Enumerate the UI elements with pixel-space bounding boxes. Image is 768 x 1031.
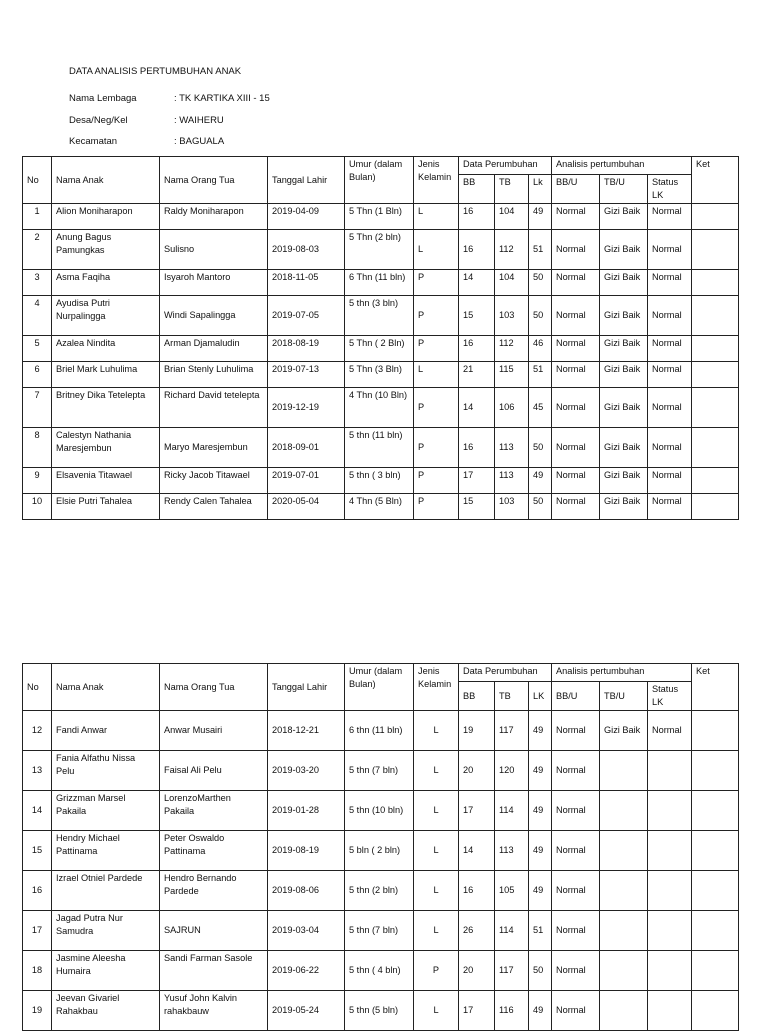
cell-tb: 104	[495, 270, 529, 296]
cell-no: 2	[23, 230, 52, 270]
cell-umur: 5 thn (11 bln)	[345, 428, 414, 468]
cell-lk: 49	[529, 711, 552, 751]
cell-no: 1	[23, 204, 52, 230]
cell-tb: 105	[495, 871, 529, 911]
cell-nama-anak: Alion Moniharapon	[52, 204, 160, 230]
cell-jenis-kelamin: L	[414, 991, 459, 1031]
cell-ket	[692, 428, 739, 468]
table-row	[23, 831, 739, 871]
cell-status-lk: Normal	[648, 388, 692, 428]
cell-bb: 14	[459, 270, 495, 296]
cell-tbu: Gizi Baik	[600, 711, 648, 751]
cell-tbu: Gizi Baik	[600, 230, 648, 270]
cell-nama-anak: Briel Mark Luhulima	[52, 362, 160, 388]
header-jenis-kelamin: Jenis Kelamin	[414, 157, 459, 204]
cell-nama-orang-tua: Sandi Farman Sasole	[160, 951, 268, 991]
cell-tbu	[600, 951, 648, 991]
cell-lk: 45	[529, 388, 552, 428]
cell-no: 10	[23, 494, 52, 520]
table-row	[23, 230, 739, 270]
cell-tbu	[600, 791, 648, 831]
cell-no: 14	[23, 791, 52, 831]
cell-lk: 49	[529, 871, 552, 911]
cell-lk: 49	[529, 991, 552, 1031]
cell-umur: 4 Thn (10 Bln)	[345, 388, 414, 428]
header-no: No	[23, 664, 52, 711]
cell-umur: 4 Thn (5 Bln)	[345, 494, 414, 520]
cell-nama-orang-tua: Faisal Ali Pelu	[160, 751, 268, 791]
cell-nama-orang-tua: Raldy Moniharapon	[160, 204, 268, 230]
info-value: : WAIHERU	[174, 115, 224, 126]
cell-status-lk: Normal	[648, 336, 692, 362]
header-jenis-kelamin: Jenis Kelamin	[414, 664, 459, 711]
header-nama-orang-tua: Nama Orang Tua	[160, 664, 268, 711]
cell-no: 4	[23, 296, 52, 336]
cell-jenis-kelamin: L	[414, 791, 459, 831]
header-lk: Lk	[529, 175, 552, 204]
header-data-pertumbuhan: Data Perumbuhan	[459, 157, 552, 175]
cell-lk: 51	[529, 230, 552, 270]
header-nama-orang-tua: Nama Orang Tua	[160, 157, 268, 204]
cell-bb: 14	[459, 831, 495, 871]
cell-nama-anak: Hendry Michael Pattinama	[52, 831, 160, 871]
cell-ket	[692, 751, 739, 791]
cell-jenis-kelamin: L	[414, 230, 459, 270]
cell-bbu: Normal	[552, 230, 600, 270]
cell-lk: 50	[529, 951, 552, 991]
info-label: Kecamatan	[69, 136, 118, 147]
cell-jenis-kelamin: P	[414, 296, 459, 336]
cell-jenis-kelamin: L	[414, 711, 459, 751]
cell-umur: 5 thn (3 bln)	[345, 296, 414, 336]
cell-umur: 5 Thn (2 bln)	[345, 230, 414, 270]
cell-ket	[692, 230, 739, 270]
cell-bbu: Normal	[552, 336, 600, 362]
header-tanggal-lahir: Tanggal Lahir	[268, 157, 345, 204]
cell-nama-orang-tua: Ricky Jacob Titawael	[160, 468, 268, 494]
table-row	[23, 468, 739, 494]
cell-nama-anak: Elsavenia Titawael	[52, 468, 160, 494]
cell-tanggal-lahir: 2020-05-04	[268, 494, 345, 520]
cell-tb: 106	[495, 388, 529, 428]
header-tb: TB	[495, 175, 529, 204]
cell-jenis-kelamin: P	[414, 428, 459, 468]
header-tanggal-lahir: Tanggal Lahir	[268, 664, 345, 711]
cell-umur: 5 Thn ( 2 Bln)	[345, 336, 414, 362]
cell-lk: 50	[529, 494, 552, 520]
cell-bb: 17	[459, 468, 495, 494]
cell-tanggal-lahir: 2019-08-03	[268, 230, 345, 270]
cell-bbu: Normal	[552, 871, 600, 911]
header-bb: BB	[459, 682, 495, 711]
cell-nama-anak: Izrael Otniel Pardede	[52, 871, 160, 911]
info-label: Nama Lembaga	[69, 93, 137, 104]
cell-tanggal-lahir: 2019-05-24	[268, 991, 345, 1031]
cell-status-lk: Normal	[648, 230, 692, 270]
cell-status-lk: Normal	[648, 362, 692, 388]
table-row	[23, 791, 739, 831]
cell-bb: 17	[459, 991, 495, 1031]
cell-jenis-kelamin: P	[414, 270, 459, 296]
cell-tbu: Gizi Baik	[600, 204, 648, 230]
cell-bbu: Normal	[552, 494, 600, 520]
header-tbu: TB/U	[600, 682, 648, 711]
table-body-1	[23, 204, 739, 520]
header-status-lk: Status LK	[648, 682, 692, 711]
cell-ket	[692, 791, 739, 831]
cell-nama-anak: Jagad Putra Nur Samudra	[52, 911, 160, 951]
cell-no: 12	[23, 711, 52, 751]
cell-bbu: Normal	[552, 911, 600, 951]
table-row	[23, 428, 739, 468]
cell-jenis-kelamin: L	[414, 204, 459, 230]
cell-nama-orang-tua: Rendy Calen Tahalea	[160, 494, 268, 520]
cell-bb: 17	[459, 791, 495, 831]
cell-tb: 114	[495, 911, 529, 951]
table-row	[23, 270, 739, 296]
table-row	[23, 991, 739, 1031]
cell-nama-anak: Jasmine Aleesha Humaira	[52, 951, 160, 991]
cell-ket	[692, 871, 739, 911]
header-tbu: TB/U	[600, 175, 648, 204]
cell-nama-orang-tua: Hendro Bernando Pardede	[160, 871, 268, 911]
cell-ket	[692, 494, 739, 520]
cell-no: 15	[23, 831, 52, 871]
cell-ket	[692, 336, 739, 362]
cell-bb: 16	[459, 204, 495, 230]
cell-bbu: Normal	[552, 831, 600, 871]
cell-nama-orang-tua: Brian Stenly Luhulima	[160, 362, 268, 388]
cell-tanggal-lahir: 2018-09-01	[268, 428, 345, 468]
cell-nama-anak: Anung Bagus Pamungkas	[52, 230, 160, 270]
cell-ket	[692, 362, 739, 388]
cell-bbu: Normal	[552, 388, 600, 428]
cell-nama-orang-tua: Sulisno	[160, 230, 268, 270]
cell-nama-orang-tua: SAJRUN	[160, 911, 268, 951]
cell-nama-orang-tua: Anwar Musairi	[160, 711, 268, 751]
cell-nama-anak: Grizzman Marsel Pakaila	[52, 791, 160, 831]
cell-jenis-kelamin: L	[414, 831, 459, 871]
cell-bb: 26	[459, 911, 495, 951]
cell-bbu: Normal	[552, 711, 600, 751]
cell-status-lk	[648, 871, 692, 911]
header-bb: BB	[459, 175, 495, 204]
table-row	[23, 388, 739, 428]
cell-status-lk: Normal	[648, 270, 692, 296]
cell-tb: 113	[495, 831, 529, 871]
cell-bb: 15	[459, 296, 495, 336]
header-umur: Umur (dalam Bulan)	[345, 157, 414, 204]
cell-jenis-kelamin: L	[414, 751, 459, 791]
cell-ket	[692, 296, 739, 336]
cell-nama-anak: Azalea Nindita	[52, 336, 160, 362]
cell-lk: 46	[529, 336, 552, 362]
cell-tanggal-lahir: 2019-12-19	[268, 388, 345, 428]
table-body-2	[23, 711, 739, 1031]
cell-nama-orang-tua: Peter Oswaldo Pattinama	[160, 831, 268, 871]
cell-lk: 50	[529, 270, 552, 296]
cell-tb: 114	[495, 791, 529, 831]
cell-tbu	[600, 831, 648, 871]
cell-nama-anak: Fania Alfathu Nissa Pelu	[52, 751, 160, 791]
cell-tbu: Gizi Baik	[600, 428, 648, 468]
cell-status-lk: Normal	[648, 468, 692, 494]
cell-no: 3	[23, 270, 52, 296]
cell-tanggal-lahir: 2019-04-09	[268, 204, 345, 230]
cell-ket	[692, 991, 739, 1031]
cell-lk: 49	[529, 204, 552, 230]
cell-tanggal-lahir: 2019-03-04	[268, 911, 345, 951]
cell-no: 19	[23, 991, 52, 1031]
cell-tanggal-lahir: 2019-01-28	[268, 791, 345, 831]
cell-tb: 104	[495, 204, 529, 230]
cell-lk: 51	[529, 911, 552, 951]
cell-bbu: Normal	[552, 296, 600, 336]
cell-no: 6	[23, 362, 52, 388]
cell-status-lk: Normal	[648, 204, 692, 230]
cell-jenis-kelamin: P	[414, 336, 459, 362]
header-analisis: Analisis pertumbuhan	[552, 157, 692, 175]
cell-no: 17	[23, 911, 52, 951]
cell-tanggal-lahir: 2019-07-13	[268, 362, 345, 388]
cell-bb: 20	[459, 751, 495, 791]
cell-lk: 51	[529, 362, 552, 388]
cell-tb: 116	[495, 991, 529, 1031]
cell-status-lk	[648, 751, 692, 791]
cell-tb: 103	[495, 296, 529, 336]
cell-status-lk	[648, 991, 692, 1031]
cell-tanggal-lahir: 2018-08-19	[268, 336, 345, 362]
table-row	[23, 911, 739, 951]
cell-tanggal-lahir: 2018-11-05	[268, 270, 345, 296]
cell-umur: 5 thn (10 bln)	[345, 791, 414, 831]
cell-nama-anak: Calestyn Nathania Maresjembun	[52, 428, 160, 468]
header-umur: Umur (dalam Bulan)	[345, 664, 414, 711]
cell-umur: 5 Thn (3 Bln)	[345, 362, 414, 388]
cell-bbu: Normal	[552, 362, 600, 388]
table-row	[23, 951, 739, 991]
info-label: Desa/Neg/Kel	[69, 115, 128, 126]
cell-ket	[692, 831, 739, 871]
table-row	[23, 296, 739, 336]
cell-status-lk	[648, 951, 692, 991]
table-row	[23, 751, 739, 791]
cell-tanggal-lahir: 2019-07-01	[268, 468, 345, 494]
cell-ket	[692, 204, 739, 230]
cell-ket	[692, 911, 739, 951]
cell-bb: 20	[459, 951, 495, 991]
table-row	[23, 494, 739, 520]
cell-tb: 103	[495, 494, 529, 520]
cell-jenis-kelamin: L	[414, 911, 459, 951]
cell-bbu: Normal	[552, 991, 600, 1031]
cell-tanggal-lahir: 2018-12-21	[268, 711, 345, 751]
cell-tbu: Gizi Baik	[600, 336, 648, 362]
header-tb: TB	[495, 682, 529, 711]
cell-bb: 19	[459, 711, 495, 751]
cell-ket	[692, 711, 739, 751]
cell-no: 13	[23, 751, 52, 791]
cell-tbu: Gizi Baik	[600, 388, 648, 428]
cell-tb: 115	[495, 362, 529, 388]
cell-jenis-kelamin: L	[414, 871, 459, 911]
info-value: : BAGUALA	[174, 136, 225, 147]
table-row	[23, 204, 739, 230]
cell-nama-anak: Ayudisa Putri Nurpalingga	[52, 296, 160, 336]
cell-tb: 113	[495, 468, 529, 494]
header-data-pertumbuhan: Data Perumbuhan	[459, 664, 552, 682]
cell-ket	[692, 270, 739, 296]
cell-umur: 5 thn (5 bln)	[345, 991, 414, 1031]
cell-lk: 49	[529, 751, 552, 791]
cell-umur: 5 thn (7 bln)	[345, 751, 414, 791]
growth-table-1	[22, 156, 739, 520]
cell-bb: 15	[459, 494, 495, 520]
cell-tbu	[600, 911, 648, 951]
cell-jenis-kelamin: L	[414, 362, 459, 388]
cell-nama-orang-tua: Yusuf John Kalvin rahakbauw	[160, 991, 268, 1031]
cell-tbu	[600, 991, 648, 1031]
cell-status-lk: Normal	[648, 494, 692, 520]
cell-bbu: Normal	[552, 751, 600, 791]
cell-nama-anak: Elsie Putri Tahalea	[52, 494, 160, 520]
header-ket: Ket	[692, 664, 739, 711]
table-row	[23, 711, 739, 751]
cell-umur: 6 Thn (11 bln)	[345, 270, 414, 296]
cell-jenis-kelamin: P	[414, 388, 459, 428]
cell-bbu: Normal	[552, 951, 600, 991]
cell-no: 8	[23, 428, 52, 468]
header-nama-anak: Nama Anak	[52, 664, 160, 711]
cell-jenis-kelamin: P	[414, 494, 459, 520]
cell-tbu: Gizi Baik	[600, 270, 648, 296]
cell-tb: 117	[495, 951, 529, 991]
cell-tanggal-lahir: 2019-03-20	[268, 751, 345, 791]
cell-bbu: Normal	[552, 428, 600, 468]
cell-tbu	[600, 751, 648, 791]
cell-no: 7	[23, 388, 52, 428]
cell-ket	[692, 951, 739, 991]
cell-tbu: Gizi Baik	[600, 362, 648, 388]
cell-bb: 16	[459, 871, 495, 911]
cell-status-lk	[648, 791, 692, 831]
cell-nama-orang-tua: Windi Sapalingga	[160, 296, 268, 336]
cell-nama-orang-tua: Arman Djamaludin	[160, 336, 268, 362]
cell-tanggal-lahir: 2019-08-19	[268, 831, 345, 871]
cell-nama-orang-tua: LorenzoMarthen Pakaila	[160, 791, 268, 831]
header-bbu: BB/U	[552, 682, 600, 711]
cell-tbu: Gizi Baik	[600, 468, 648, 494]
cell-tb: 112	[495, 336, 529, 362]
cell-nama-orang-tua: Richard David tetelepta	[160, 388, 268, 428]
cell-nama-orang-tua: Isyaroh Mantoro	[160, 270, 268, 296]
cell-nama-orang-tua: Maryo Maresjembun	[160, 428, 268, 468]
table-row	[23, 362, 739, 388]
cell-tbu: Gizi Baik	[600, 296, 648, 336]
cell-nama-anak: Britney Dika Tetelepta	[52, 388, 160, 428]
cell-lk: 49	[529, 468, 552, 494]
cell-bbu: Normal	[552, 270, 600, 296]
cell-tbu: Gizi Baik	[600, 494, 648, 520]
header-nama-anak: Nama Anak	[52, 157, 160, 204]
cell-no: 16	[23, 871, 52, 911]
cell-umur: 5 thn (2 bln)	[345, 871, 414, 911]
cell-tb: 113	[495, 428, 529, 468]
cell-tb: 112	[495, 230, 529, 270]
cell-status-lk	[648, 831, 692, 871]
cell-nama-anak: Fandi Anwar	[52, 711, 160, 751]
header-analisis: Analisis pertumbuhan	[552, 664, 692, 682]
cell-nama-anak: Asma Faqiha	[52, 270, 160, 296]
cell-umur: 5 thn ( 4 bln)	[345, 951, 414, 991]
header-no: No	[23, 157, 52, 204]
document-title: DATA ANALISIS PERTUMBUHAN ANAK	[69, 66, 242, 77]
info-value: : TK KARTIKA XIII - 15	[174, 93, 270, 104]
cell-lk: 49	[529, 831, 552, 871]
table-row	[23, 871, 739, 911]
cell-status-lk: Normal	[648, 428, 692, 468]
cell-lk: 50	[529, 428, 552, 468]
cell-no: 18	[23, 951, 52, 991]
cell-umur: 5 Thn (1 Bln)	[345, 204, 414, 230]
cell-status-lk	[648, 911, 692, 951]
cell-lk: 49	[529, 791, 552, 831]
cell-umur: 5 bln ( 2 bln)	[345, 831, 414, 871]
cell-tanggal-lahir: 2019-07-05	[268, 296, 345, 336]
cell-no: 9	[23, 468, 52, 494]
cell-jenis-kelamin: P	[414, 951, 459, 991]
table-row	[23, 336, 739, 362]
header-status-lk: Status LK	[648, 175, 692, 204]
cell-bb: 21	[459, 362, 495, 388]
header-bbu: BB/U	[552, 175, 600, 204]
cell-bb: 14	[459, 388, 495, 428]
growth-table-2	[22, 663, 739, 1031]
cell-tbu	[600, 871, 648, 911]
header-lk: LK	[529, 682, 552, 711]
cell-jenis-kelamin: P	[414, 468, 459, 494]
cell-umur: 5 thn ( 3 bln)	[345, 468, 414, 494]
cell-bbu: Normal	[552, 468, 600, 494]
cell-bb: 16	[459, 336, 495, 362]
cell-ket	[692, 468, 739, 494]
cell-tb: 120	[495, 751, 529, 791]
cell-bbu: Normal	[552, 204, 600, 230]
header-ket: Ket	[692, 157, 739, 204]
cell-lk: 50	[529, 296, 552, 336]
cell-umur: 6 thn (11 bln)	[345, 711, 414, 751]
cell-tanggal-lahir: 2019-08-06	[268, 871, 345, 911]
cell-tb: 117	[495, 711, 529, 751]
cell-bb: 16	[459, 230, 495, 270]
cell-status-lk: Normal	[648, 296, 692, 336]
cell-tanggal-lahir: 2019-06-22	[268, 951, 345, 991]
cell-nama-anak: Jeevan Givariel Rahakbau	[52, 991, 160, 1031]
cell-umur: 5 thn (7 bln)	[345, 911, 414, 951]
cell-bb: 16	[459, 428, 495, 468]
cell-no: 5	[23, 336, 52, 362]
cell-ket	[692, 388, 739, 428]
cell-status-lk: Normal	[648, 711, 692, 751]
cell-bbu: Normal	[552, 791, 600, 831]
